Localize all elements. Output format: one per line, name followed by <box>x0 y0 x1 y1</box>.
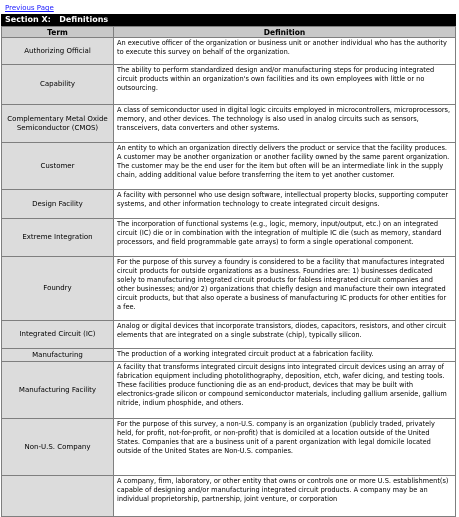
term-cell: Manufacturing <box>2 349 114 362</box>
definition-cell <box>114 219 456 257</box>
definition-text: An entity to which an organization directly delivers the product or service that the facility produces. A customer may be another organization or another facility owned by the same parent organization. The customer may be the end user for the item but often will be an intermediate link in the supply chain, adding additional value before transferring the item to yet another customer. <box>117 144 450 179</box>
definition-cell <box>114 419 456 476</box>
table-row <box>2 143 456 190</box>
table-row <box>2 362 456 419</box>
term-cell <box>2 476 114 517</box>
definition-column-header: Definition <box>114 27 456 38</box>
table-row <box>2 190 456 219</box>
definition-text: Analog or digital devices that incorporate transistors, diodes, capacitors, resistors, and other circuit elements that are integrated on a single substrate (chip), typically silicon. <box>117 322 447 339</box>
term-cell: Foundry <box>2 257 114 321</box>
term-cell: Non-U.S. Company <box>2 419 114 476</box>
definition-cell <box>114 65 456 105</box>
header-row <box>2 27 456 38</box>
definition-text: For the purpose of this survey, a non-U.S. company is an organization (publicly traded, privately held, for profit, not-for-profit, or non-profit) that is domiciled at a location outside of the United States. Companies that are a business unit of a parent organization with legal domicile located outside of the United States are Non-U.S. companies. <box>117 420 435 455</box>
definitions-table <box>1 26 456 517</box>
previous-page-link[interactable]: Previous Page <box>5 4 54 12</box>
table-row <box>2 419 456 476</box>
term-column-header: Term <box>2 27 114 38</box>
term-cell: Manufacturing Facility <box>2 362 114 419</box>
table-row <box>2 105 456 143</box>
table-row <box>2 257 456 321</box>
definition-text: The ability to perform standardized design and/or manufacturing steps for producing integrated circuit products within an organization's own facilities and its own employees with little or no outsourcing. <box>117 66 435 92</box>
definition-cell <box>114 190 456 219</box>
definition-text: A class of semiconductor used in digital logic circuits employed in microcontrollers, microprocessors, memory, and other devices. The technology is also used in analog circuits such as sensors, transceivers, data converters and other systems. <box>117 106 451 132</box>
term-cell: Integrated Circuit (IC) <box>2 321 114 349</box>
definition-text: The production of a working integrated circuit product at a fabrication facility. <box>117 350 374 358</box>
term-cell: Design Facility <box>2 190 114 219</box>
definition-text: A company, firm, laboratory, or other entity that owns or controls one or more U.S. establishment(s) capable of designing and/or manufacturing integrated circuit products. A company may be an individual proprietorship, partnership, joint venture, or corporation <box>117 477 449 503</box>
table-row <box>2 349 456 362</box>
definition-text: An executive officer of the organization or business unit or another individual who has the authority to execute this survey on behalf of the organization. <box>117 39 447 56</box>
term-cell: Complementary Metal Oxide Semiconductor (CMOS) <box>2 105 114 143</box>
definition-text: The incorporation of functional systems (e.g., logic, memory, input/output, etc.) on an integrated circuit (IC) die or in combination with the integration of multiple IC die (such as memory, standard processors, and field programmable gate arrays) to form a single operational component. <box>117 220 442 246</box>
table-row <box>2 65 456 105</box>
definition-cell <box>114 362 456 419</box>
definition-text: A facility that transforms integrated circuit designs into integrated circuit devices using an array of fabrication equipment including photolithography, deposition, etch, wafer dicing, and testing tools. These facilities produce functioning die as an end-product, devices that may be built with electronics-grade silicon or compound semiconductor materials, including gallium arsenide, gallium nitride, indium phosphide, and others. <box>117 363 447 407</box>
definition-cell <box>114 143 456 190</box>
definition-cell <box>114 321 456 349</box>
table-row <box>2 38 456 65</box>
definitions-sheet <box>1 14 456 517</box>
term-cell: Authorizing Official <box>2 38 114 65</box>
definition-text: A facility with personnel who use design software, intellectual property blocks, supporting computer systems, and other information technology to create integrated circuit designs. <box>117 191 449 208</box>
definition-text: For the purpose of this survey a foundry is considered to be a facility that manufactures integrated circuit products for outside organizations as a business. Foundries are: 1) businesses dedicated solely to manufacturing integrated circuit products for fabless integrated circuit companies and other businesses; and/or 2) organizations that chiefly design and manufacture their own integrated circuit products, but that also operate a business of manufacturing IC products for other entities for a fee. <box>117 258 447 311</box>
table-row <box>2 321 456 349</box>
table-row <box>2 219 456 257</box>
section-title: Section X: Definitions <box>1 14 456 26</box>
definition-cell <box>114 349 456 362</box>
term-cell: Customer <box>2 143 114 190</box>
term-cell: Extreme Integration <box>2 219 114 257</box>
definition-cell <box>114 257 456 321</box>
definition-cell <box>114 38 456 65</box>
definition-cell <box>114 476 456 517</box>
definition-cell <box>114 105 456 143</box>
table-row <box>2 476 456 517</box>
term-cell: Capability <box>2 65 114 105</box>
